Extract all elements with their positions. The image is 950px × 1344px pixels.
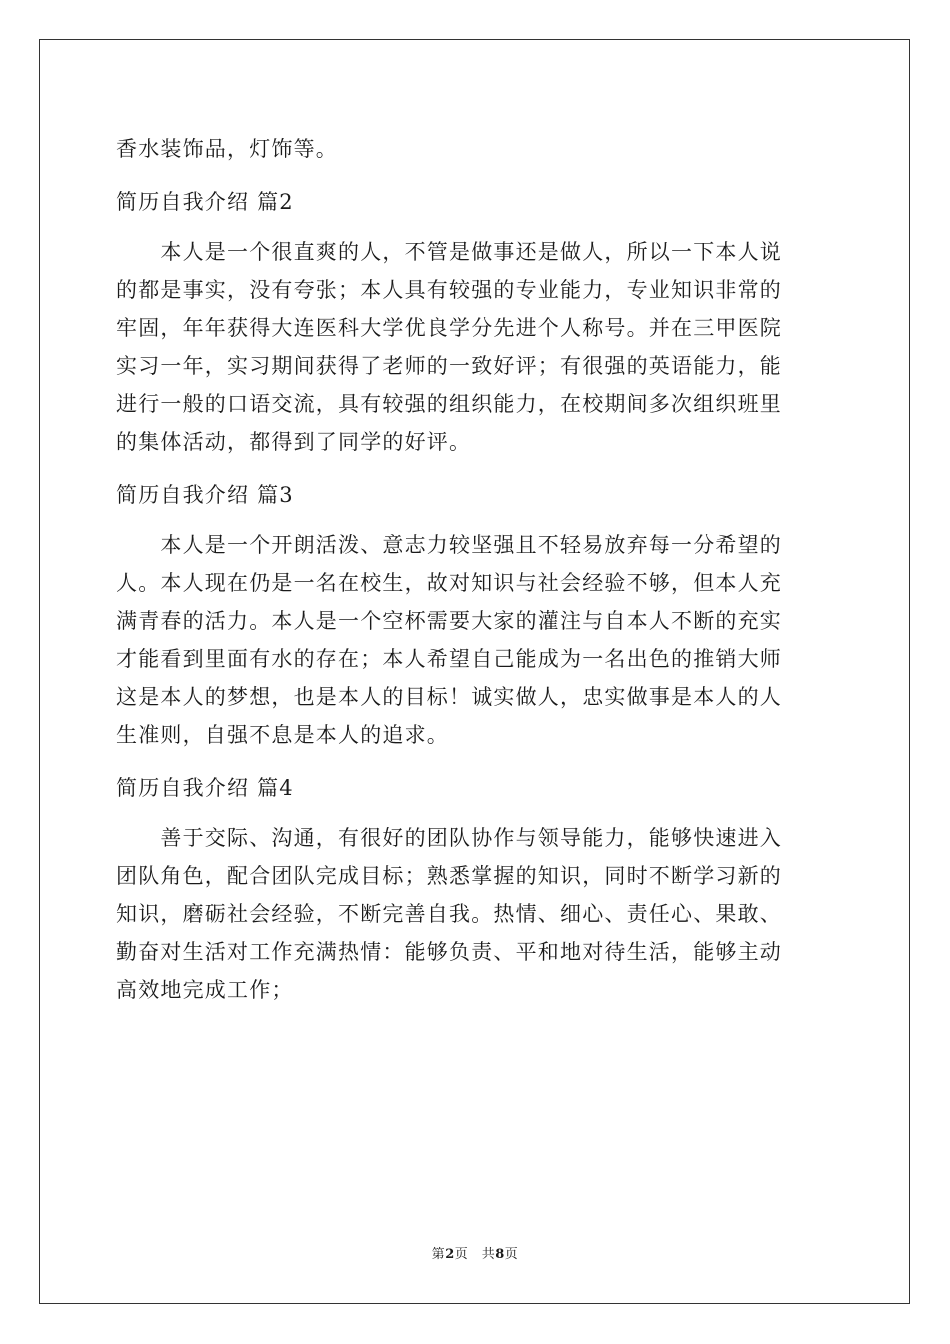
- body-line: 高效地完成工作；: [116, 978, 294, 1002]
- total-suffix: 页: [504, 1247, 519, 1262]
- continuation-text: 香水装饰品，灯饰等。: [116, 137, 338, 161]
- body-line: 本人是一个开朗活泼、意志力较坚强且不轻易放弃每一分希望的: [116, 533, 782, 557]
- section-heading-2: 简历自我介绍 篇2: [116, 190, 294, 214]
- document-body: [116, 130, 832, 1009]
- body-line: 满青春的活力。本人是一个空杯需要大家的灌注与自本人不断的充实: [116, 609, 782, 633]
- body-line: 善于交际、沟通，有很好的团队协作与领导能力，能够快速进入: [116, 826, 782, 850]
- page-prefix: 第: [431, 1247, 446, 1262]
- body-line: 进行一般的口语交流，具有较强的组织能力，在校期间多次组织班里: [116, 392, 782, 416]
- page-suffix: 页 共: [454, 1247, 496, 1262]
- total-pages: 8: [495, 1247, 505, 1262]
- section-body-3: [116, 526, 832, 754]
- body-line: 的集体活动，都得到了同学的好评。: [116, 430, 472, 454]
- body-line: 人。本人现在仍是一名在校生，故对知识与社会经验不够，但本人充: [116, 571, 782, 595]
- page-number: 2: [445, 1247, 455, 1262]
- body-line: 生准则，自强不息是本人的追求。: [116, 723, 449, 747]
- body-line: 这是本人的梦想，也是本人的目标！诚实做人，忠实做事是本人的人: [116, 685, 782, 709]
- body-line: 才能看到里面有水的存在；本人希望自己能成为一名出色的推销大师: [116, 647, 782, 671]
- section-heading-3: 简历自我介绍 篇3: [116, 483, 294, 507]
- section-heading-4: 简历自我介绍 篇4: [116, 776, 294, 800]
- page-footer: [0, 1243, 950, 1262]
- body-line: 实习一年，实习期间获得了老师的一致好评；有很强的英语能力，能: [116, 354, 782, 378]
- body-line: 本人是一个很直爽的人，不管是做事还是做人，所以一下本人说: [116, 240, 782, 264]
- body-line: 知识，磨砺社会经验，不断完善自我。热情、细心、责任心、果敢、: [116, 902, 782, 926]
- section-body-4: [116, 819, 832, 1009]
- body-line: 的都是事实，没有夸张；本人具有较强的专业能力，专业知识非常的: [116, 278, 782, 302]
- body-line: 勤奋对生活对工作充满热情：能够负责、平和地对待生活，能够主动: [116, 940, 782, 964]
- body-line: 团队角色，配合团队完成目标；熟悉掌握的知识，同时不断学习新的: [116, 864, 782, 888]
- body-line: 牢固，年年获得大连医科大学优良学分先进个人称号。并在三甲医院: [116, 316, 782, 340]
- section-body-2: [116, 233, 832, 461]
